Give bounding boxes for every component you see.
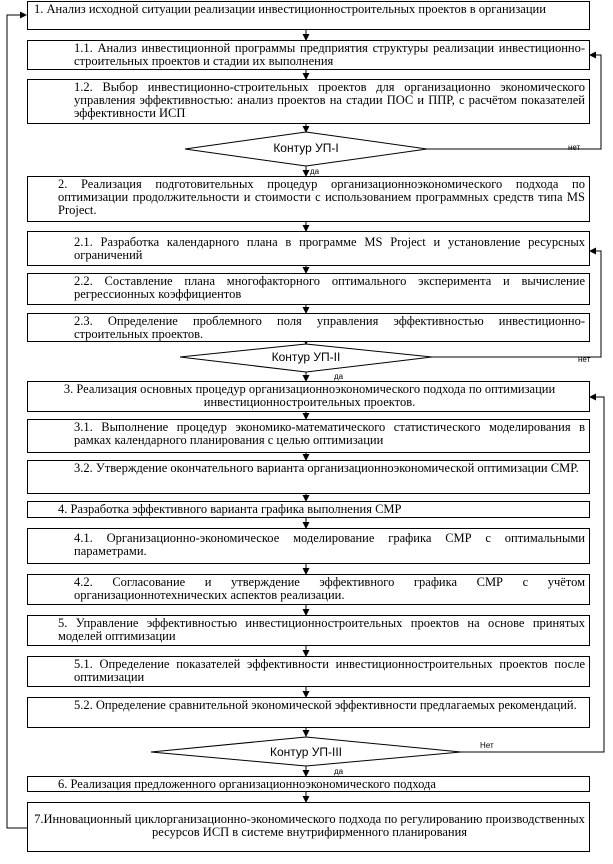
- step-1-box: 1. Анализ исходной ситуации реализации инвестиционностроительных проектов в организации: [27, 1, 590, 30]
- innovation-cycle-loop: [7, 15, 28, 828]
- step-1-1-box: 1.1. Анализ инвестиционной программы предприятия структуры реализации инвестиционно-строительных проектов и стадии их выполнения: [27, 40, 590, 70]
- step-2-1-box: 2.1. Разработка календарного плана в программе MS Project и установление ресурсных ограничений: [27, 231, 590, 266]
- decision-2-yes-label: да: [334, 372, 344, 381]
- step-3-2-box: 3.2. Утверждение окончательного варианта организационноэкономической оптимизации СМР.: [27, 460, 590, 494]
- step-5-1-box: 5.1. Определение показателей эффективности инвестиционностроительных проектов после оптимизации: [27, 656, 590, 687]
- step-5-2-box: 5.2. Определение сравнительной экономической эффективности предлагаемых рекомендаций.: [27, 697, 590, 728]
- decision-1-label: Контур УП-I: [273, 141, 339, 155]
- step-6-box: 6. Реализация предложенного организационноэкономического подхода: [27, 776, 590, 792]
- step-3-1-box: 3.1. Выполнение процедур экономико-математического статистического моделирования в рамках календарного планирования с целью оптимизации: [27, 419, 590, 453]
- step-3-box: 3. Реализация основных процедур организационноэкономического подхода по оптимизации инвестиционностроительных проектов.: [27, 381, 590, 412]
- step-4-1-box: 4.1. Организационно-экономическое моделирование графика СМР с оптимальными параметрами.: [27, 528, 590, 564]
- decision-3-no-label: Нет: [480, 741, 494, 750]
- step-2-2-box: 2.2. Составление плана многофакторного оптимального эксперимента и вычисление регрессионных коэффициентов: [27, 273, 590, 305]
- decision-2-no-label: нет: [578, 355, 591, 364]
- decision-1-yes-label: да: [310, 167, 320, 176]
- decision-3-label: Контур УП-III: [269, 745, 343, 759]
- decision-3-yes-label: да: [334, 767, 344, 776]
- decision-1-no-label: нет: [568, 143, 581, 152]
- step-5-box: 5. Управление эффективностью инвестиционностроительных проектов на основе принятых моделей оптимизации: [27, 615, 590, 646]
- step-2-box: 2. Реализация подготовительных процедур организационноэкономического подхода по оптимизации продолжительности и стоимости с использованием программных средств типа MS Project.: [27, 176, 590, 222]
- step-4-2-box: 4.2. Согласование и утверждение эффективного графика СМР с учётом организационнотехнических аспектов реализации.: [27, 574, 590, 605]
- step-4-box: 4. Разработка эффективного варианта графика выполнения СМР: [27, 501, 590, 518]
- step-1-2-box: 1.2. Выбор инвестиционно-строительных проектов для организационно экономического управления эффективностью: анализ проектов на стадии ПОС и ППР, с расчётом показателей эффективности ИСП: [27, 79, 590, 124]
- step-2-3-box: 2.3. Определение проблемного поля управления эффективностью инвестиционно-строительных проектов.: [27, 313, 590, 342]
- step-7-box: 7.Инновационный циклорганизационно-экономического подхода по регулированию производственных ресурсов ИСП в системе внутрифирменного планирования: [27, 802, 590, 852]
- decision-2-label: Контур УП-II: [271, 350, 341, 364]
